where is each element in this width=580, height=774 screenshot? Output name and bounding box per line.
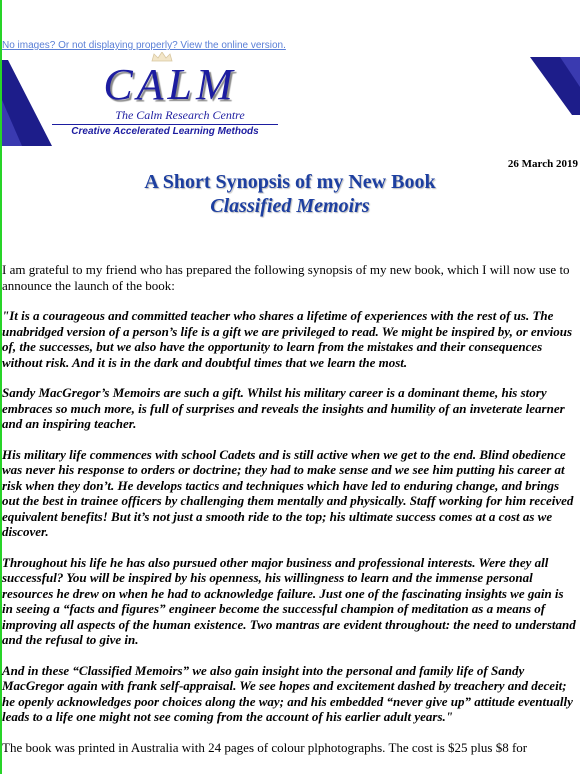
corner-decoration-left <box>2 60 52 146</box>
quote-paragraph: And in these “Classified Memoirs” we also gain insight into the personal and family life of Sandy MacGregor again with frank self-appraisal. We see hopes and excitement dashed by treachery and deceit; he openly acknowledges poor choices along the way; and his embedded “never give up” attitude eventually leads to a life one might not see coming from the account of his earlier adult years." <box>2 662 573 724</box>
quote-paragraph: His military life commences with school Cadets and is still active when we get to the end. Blind obedience was never his response to orders or doctrine; they had to make sense and we see him putting his career at risk when they don’t. He develops tactics and techniques which have led to enduring change, and brings out the best in trainee officers by challenging them mentally and physically. Staff working for him received equivalent benefits! But it’s not just a smooth ride to the top; his ultimate success comes at a cost as we discover. <box>2 446 574 539</box>
calm-logo <box>50 58 290 142</box>
intro-paragraph: I am grateful to my friend who has prepared the following synopsis of my new book, which I will now use to announce the launch of the book: <box>2 262 570 293</box>
issue-date: 26 March 2019 <box>507 158 578 170</box>
view-online-link[interactable]: No images? Or not displaying properly? View the online version. <box>2 40 286 51</box>
corner-decoration-right <box>530 57 580 115</box>
logo-title: CALM <box>103 60 237 109</box>
quote-paragraph: "It is a courageous and committed teacher who shares a lifetime of experiences with the rest of us. The unabridged version of a person’s life is a gift we are privileged to read. We might be inspired by, or envious of, the successes, but we also have the opportunity to learn from the mistakes and their consequences without risk. And it is in the dark and doubtful times that we learn the most. <box>2 308 573 370</box>
headline-title: A Short Synopsis of my New Book <box>144 171 436 193</box>
quote-paragraph: Sandy MacGregor’s Memoirs are such a gift. Whilst his military career is a dominant theme, his story embraces so much more, is full of surprises and reveals the insights and humility of an inveterate learner and an inspiring teacher. <box>2 385 565 431</box>
headline-subtitle: Classified Memoirs <box>210 195 370 217</box>
logo-divider <box>52 124 278 125</box>
logo-subtitle: The Calm Research Centre <box>115 108 245 122</box>
logo-tagline: Creative Accelerated Learning Methods <box>71 126 259 137</box>
article-body <box>2 262 576 770</box>
closing-paragraph: The book was printed in Australia with 24 pages of colour plphotographs. The cost is $25 plus $8 for <box>2 739 528 755</box>
headline <box>0 170 580 218</box>
quote-paragraph: Throughout his life he has also pursued other major business and professional interests. Were they all successful? You will be inspired by his openness, his willingness to learn and the immense personal resources he drew on when he had to acknowledge failure. Just one of the fascinating insights we gain is in seeing a “facts and figures” engineer become the successful champion of meditation as a means of improving all aspects of the human existence. Two mantras are evident throughout: the need to understand and the refusal to give in. <box>2 554 576 647</box>
